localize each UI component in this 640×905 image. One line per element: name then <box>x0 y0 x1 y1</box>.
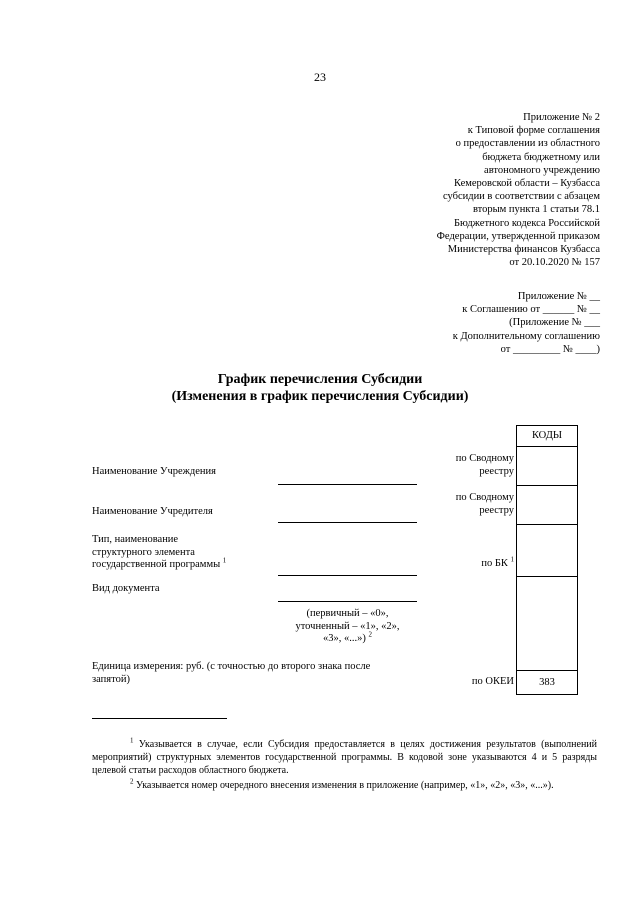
svod-label-line: по Сводному <box>455 492 514 503</box>
footnote-ref: 1 <box>222 556 227 565</box>
unit-label-line: запятой) <box>92 673 130 685</box>
program-label-line: Тип, наименование <box>92 534 179 545</box>
agreement-line: Приложение № __ <box>517 291 600 302</box>
bk-label <box>481 555 514 571</box>
institution-field-line <box>278 484 417 485</box>
footnote-2 <box>92 779 597 792</box>
agreement-line: к Дополнительному соглашению <box>452 330 600 342</box>
code-cell-doc-type[interactable] <box>517 577 577 671</box>
footnote-number: 1 <box>130 736 134 745</box>
program-label-text: государственной программы <box>92 559 221 570</box>
footnote-ref: 1 <box>510 555 514 564</box>
code-cell-okei[interactable]: 383 <box>517 671 577 695</box>
appendix-header <box>437 111 600 269</box>
program-field-line <box>278 575 417 576</box>
svod-label-line: по Сводному <box>455 453 514 464</box>
program-label <box>92 534 226 572</box>
appendix-line: субсидии в соответствии с абзацем <box>442 191 600 203</box>
svod-reestr-label-2 <box>456 492 514 517</box>
agreement-line: от _________ № ____) <box>500 343 600 355</box>
appendix-line: Федерации, утвержденной приказом <box>436 230 600 242</box>
code-cell-svod-1[interactable] <box>517 447 577 486</box>
program-label-line: структурного элемента <box>92 546 195 558</box>
document-title: График перечисления Субсидии <box>217 372 423 387</box>
doc-type-hint <box>278 608 417 646</box>
code-cell-bk[interactable] <box>517 525 577 577</box>
appendix-line: бюджета бюджетному или <box>482 151 600 163</box>
footnote-1 <box>92 738 597 777</box>
founder-field-line <box>278 522 417 523</box>
appendix-line: от 20.10.2020 № 157 <box>509 257 600 269</box>
codes-table <box>516 425 578 695</box>
doc-hint-line <box>278 630 417 646</box>
footnote-number: 2 <box>130 777 134 786</box>
okei-label: по ОКЕИ <box>471 676 514 687</box>
page-number: 23 <box>314 70 326 84</box>
bk-label-text: по БК <box>481 558 508 569</box>
code-cell-svod-2[interactable] <box>517 486 577 525</box>
appendix-line: Министерства финансов Кузбасса <box>447 244 600 256</box>
appendix-line: Приложение № 2 <box>523 112 600 123</box>
footnote-text: Указывается в случае, если Субсидия предоставляется в целях достижения результатов (выполнений мероприятий) структурных элементов государственной программы. В кодовой зоне указываются 4 и 5 разряды целевой статьи расходов областного бюджета. <box>92 739 597 776</box>
document-subtitle: (Изменения в график перечисления Субсидии) <box>171 389 469 404</box>
institution-label: Наименование Учреждения <box>92 466 216 477</box>
doc-hint-text: «3», «...») <box>323 633 366 644</box>
doc-type-label: Вид документа <box>92 583 160 594</box>
doc-hint-line: (первичный – «0», <box>306 608 389 619</box>
svod-reestr-label-1 <box>456 453 514 478</box>
doc-type-field-line <box>278 601 417 602</box>
agreement-line: к Соглашению от ______ № __ <box>462 304 600 316</box>
unit-label-line: Единица измерения: руб. (с точностью до второго знака после <box>92 661 371 672</box>
agreement-line: (Приложение № ___ <box>509 317 600 329</box>
footnote-separator <box>92 718 227 719</box>
unit-label <box>92 661 370 686</box>
doc-hint-line: уточненный – «1», «2», <box>295 620 400 632</box>
program-label-line <box>92 556 227 572</box>
footnote-ref: 2 <box>368 630 372 639</box>
appendix-line: к Типовой форме соглашения <box>467 125 600 137</box>
svod-label-line: реестру <box>479 504 514 516</box>
footnote-text: Указывается номер очередного внесения изменения в приложение (например, «1», «2», «3», «...»). <box>136 780 554 791</box>
founder-label: Наименование Учредителя <box>92 506 213 517</box>
svod-label-line: реестру <box>479 465 514 477</box>
appendix-line: о предоставлении из областного <box>455 138 600 150</box>
agreement-reference <box>453 290 600 356</box>
appendix-line: вторым пункта 1 статьи 78.1 <box>472 204 600 216</box>
appendix-line: Бюджетного кодекса Российской <box>453 217 600 229</box>
appendix-line: Кемеровской области – Кузбасса <box>453 178 600 190</box>
codes-header: КОДЫ <box>517 426 577 447</box>
appendix-line: автономного учреждению <box>484 164 600 176</box>
